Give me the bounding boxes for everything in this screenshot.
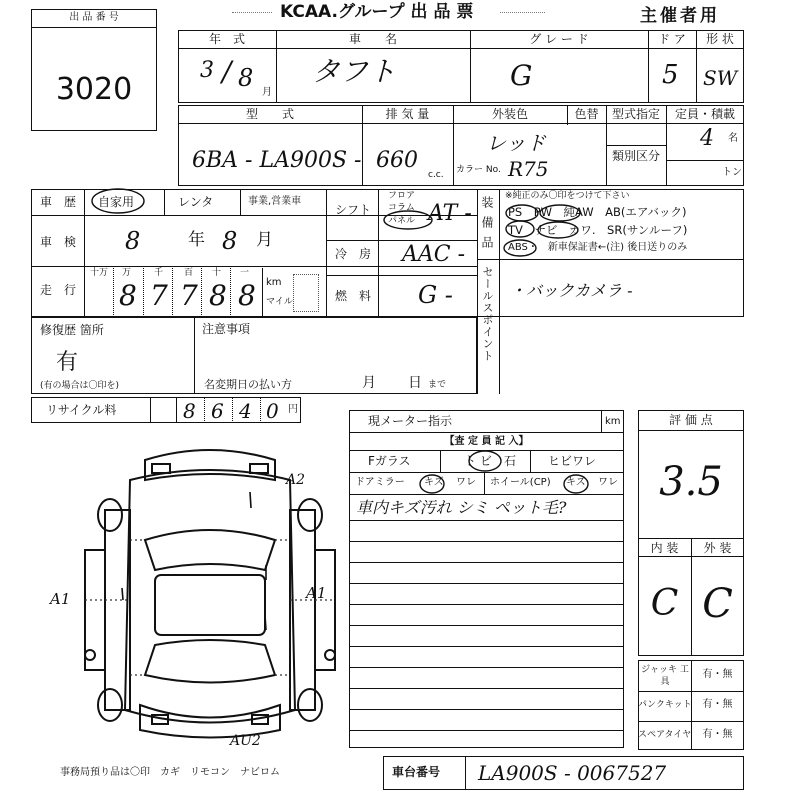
ac-value: AAC - [402, 242, 466, 267]
tool-spare-tire-value: 有・無 [702, 729, 733, 740]
chassis-number-label: 車台番号 [392, 765, 441, 779]
month-value: 8 [238, 64, 254, 92]
mileage-unit-100k: 十万 [90, 268, 109, 278]
mileage-digit-3: 7 [180, 279, 198, 312]
doors-value: 5 [662, 60, 679, 90]
car-name-value: タフト [312, 55, 397, 88]
form-title: KCAA.グループ 出 品 票 [280, 2, 474, 22]
capacity-label: 定員・積載 [674, 107, 735, 121]
name-change-day: 日 [408, 375, 422, 391]
exterior-label: 外 装 [703, 541, 732, 555]
glass-chip: ト ビ [464, 454, 492, 468]
model-value: 6BA - LA900S - [192, 148, 362, 173]
sales-point-value: ・バックカメラ - [510, 281, 633, 300]
repaint-label: 色替 [574, 107, 599, 121]
inspection-month-unit: 月 [256, 230, 273, 250]
tool-puncture-kit-value: 有・無 [702, 699, 733, 710]
mileage-label: 走 行 [40, 283, 77, 297]
mileage-digit-5: 8 [238, 279, 256, 312]
inspection-month: 8 [222, 227, 238, 255]
organizer-label: 主催者用 [640, 6, 720, 26]
mileage-unit-100: 百 [184, 268, 194, 278]
inspection-year: 8 [125, 227, 141, 255]
color-no-value: R75 [508, 157, 549, 181]
cc-unit: c.c. [428, 170, 444, 180]
capacity-value: 4 [700, 126, 714, 151]
recycle-unit: 円 [288, 404, 298, 415]
recycle-digit-4: 0 [266, 399, 279, 423]
glass-label: Fガラス [368, 454, 411, 468]
equipment-line-1: PS PW 純AW AB(エアバック) [508, 205, 687, 219]
history-rental: レンタ [178, 195, 214, 209]
meter-unit: km [605, 416, 621, 427]
type-designation-label: 型式指定 [611, 107, 660, 121]
equipment-line-2: TV ナビ カワ. SR(サンルーフ) [508, 223, 688, 237]
shape-value: SW [703, 66, 738, 90]
history-private: 自家用 [98, 195, 135, 209]
color-value: レッド [486, 131, 546, 155]
doors-label: ド ア [658, 32, 686, 46]
tool-jack-value: 有・無 [702, 669, 733, 680]
inspection-label: 車 検 [40, 235, 77, 249]
meter-label: 現メーター指示 [368, 414, 453, 428]
history-label: 車 歴 [40, 195, 77, 209]
mileage-digit-2: 7 [150, 279, 168, 312]
shift-value: AT - [428, 201, 472, 226]
repair-history-note: (有の場合は〇印を) [40, 381, 120, 391]
mileage-unit-10: 十 [212, 268, 222, 278]
inspection-year-unit: 年 [188, 230, 205, 250]
tool-puncture-kit-label: パンクキット [638, 700, 692, 710]
equipment-line-3: ABS・ 新車保証書←(注) 後日送りのみ [508, 242, 688, 253]
car-name-label: 車 名 [348, 32, 397, 46]
mirror-label: ドアミラー [355, 477, 405, 488]
repair-history-value: 有 [56, 350, 79, 375]
notes-label: 注意事項 [202, 322, 251, 336]
ton-unit: トン [722, 167, 742, 178]
name-change-suffix: まで [428, 380, 447, 390]
lot-number-label: 出 品 番 号 [69, 12, 119, 23]
equipment-note: ※純正のみ〇印をつけて下さい [505, 191, 630, 201]
fuel-label: 燃 料 [335, 289, 372, 303]
score-value: 3.5 [659, 459, 723, 505]
glass-crack: ヒビワレ [548, 454, 597, 468]
diagram-mark-a1-left: A1 [50, 590, 71, 608]
grade-value: G [510, 59, 533, 92]
mileage-digit-4: 8 [209, 279, 227, 312]
shape-label: 形 状 [706, 32, 734, 46]
deposit-note: 事務局預り品は〇印 カギ リモコン ナビロム [60, 767, 280, 778]
year-label: 年 式 [208, 32, 245, 46]
inspector-handwritten-note: 車内キズ汚れ シミ ペット毛? [356, 498, 567, 517]
recycle-fee-label: リサイクル料 [46, 403, 117, 417]
lot-number: 3020 [55, 72, 133, 107]
tool-spare-tire-label: スペアタイヤ [638, 730, 692, 740]
tool-jack-label: ジャッキ 工具 [641, 665, 689, 687]
displacement-value: 660 [376, 148, 418, 173]
year-value: 3 [200, 58, 214, 83]
capacity-unit: 名 [728, 133, 738, 144]
model-label: 型 式 [245, 107, 294, 121]
recycle-digit-1: 8 [183, 399, 196, 423]
sales-point-label: セールスポイント [481, 266, 494, 362]
wheel-scratch: キズ [566, 477, 586, 488]
wheel-crack: ワレ [598, 477, 618, 488]
chassis-number-value: LA900S - 0067527 [478, 761, 667, 785]
mileage-unit-1k: 千 [154, 268, 164, 278]
repair-history-label: 修復歴 箇所 [40, 323, 104, 337]
exterior-value: C [702, 581, 733, 627]
mirror-scratch: キズ [424, 477, 444, 488]
ac-label: 冷 房 [335, 247, 372, 261]
interior-value: C [650, 583, 679, 624]
diagram-mark-au2: AU2 [230, 733, 261, 749]
mirror-crack: ワレ [456, 477, 476, 488]
equipment-label: 装備品 [480, 196, 494, 256]
recycle-digit-3: 4 [239, 399, 252, 423]
interior-label: 内 装 [650, 541, 679, 555]
mileage-unit-10k: 万 [122, 268, 132, 278]
mile-label: マイル [266, 297, 293, 307]
diagram-mark-a2: A2 [286, 472, 306, 488]
shift-label: シフト [335, 203, 372, 217]
mileage-unit-1: 一 [240, 268, 250, 278]
mileage-digit-1: 8 [119, 279, 137, 312]
grade-label: グ レ ー ド [529, 32, 589, 46]
class-label: 類別区分 [611, 149, 660, 163]
shift-column: コラム [388, 203, 415, 213]
shift-panel: パネル [388, 216, 416, 226]
name-change-label: 名変期日の払い方 [204, 378, 292, 391]
month-suffix: 月 [262, 87, 272, 98]
exterior-color-label: 外装色 [491, 107, 528, 121]
score-label: 評 価 点 [669, 413, 713, 427]
km-label: km [266, 277, 282, 288]
displacement-label: 排 気 量 [385, 107, 430, 121]
inspector-label: 【査 定 員 記 入】 [444, 436, 529, 447]
diagram-mark-a1-right: A1 [306, 584, 327, 602]
glass-stone: 石 [504, 454, 517, 468]
color-no-label: カラー No. [456, 165, 501, 175]
shift-floor: フロア [388, 191, 416, 201]
recycle-digit-2: 6 [211, 399, 224, 423]
history-business: 事業,営業車 [248, 196, 302, 207]
name-change-month: 月 [362, 375, 376, 391]
wheel-label: ホイール(CP) [490, 477, 551, 488]
fuel-value: G - [418, 281, 453, 309]
